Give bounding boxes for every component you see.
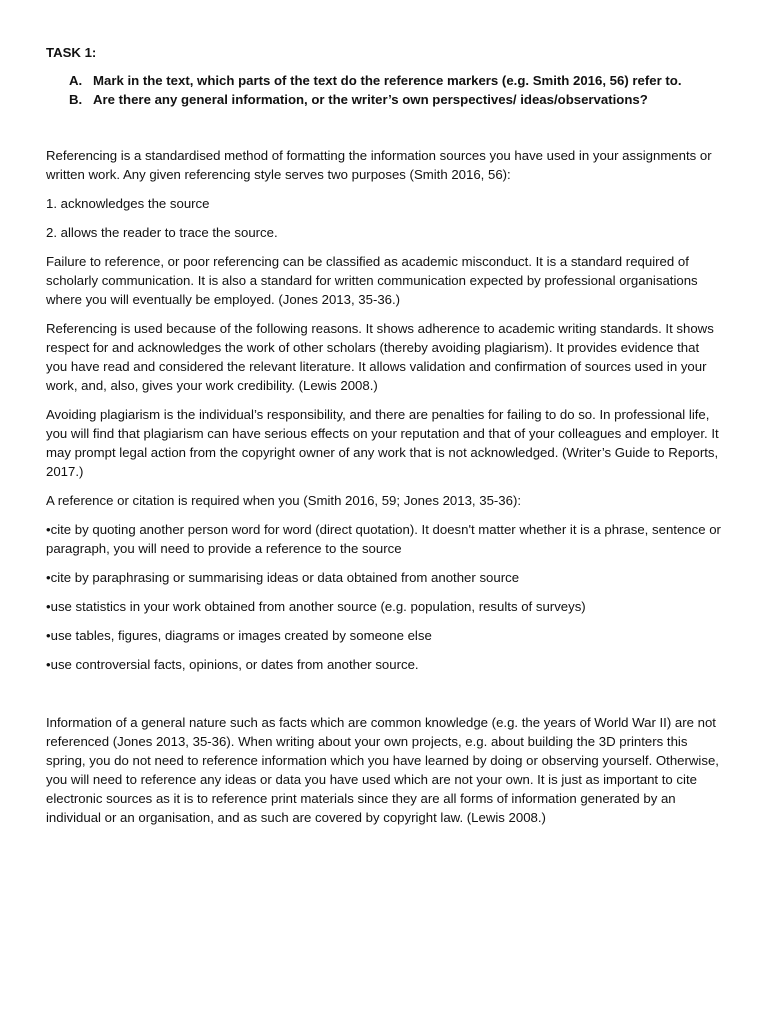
- bullet-item: •use tables, figures, diagrams or images created by someone else: [46, 628, 432, 643]
- purpose-item-1: 1. acknowledges the source: [46, 196, 210, 211]
- task-item-b: [46, 90, 722, 109]
- bullet-item: •cite by quoting another person word for word (direct quotation). It doesn't matter whether it is a phrase, sentence or paragraph, you will need to provide a reference to the source: [46, 522, 721, 556]
- citation-required-paragraph: A reference or citation is required when you (Smith 2016, 59; Jones 2013, 35-36):: [46, 493, 522, 508]
- bullet-item: •use controversial facts, opinions, or dates from another source.: [46, 657, 419, 672]
- task-item-a: [46, 71, 722, 90]
- intro-paragraph: Referencing is a standardised method of formatting the information sources you have used in your assignments or written work. Any given referencing style serves two purposes (Smith 2016, 56):: [46, 148, 712, 182]
- task-list: [46, 71, 722, 109]
- task-item-text: Are there any general information, or the writer’s own perspectives/ ideas/observations?: [93, 92, 648, 107]
- bullet-item: •cite by paraphrasing or summarising ideas or data obtained from another source: [46, 570, 520, 585]
- plagiarism-paragraph: Avoiding plagiarism is the individual’s responsibility, and there are penalties for failing to do so. In professional life, you will find that plagiarism can have serious effects on your reputation and that of your colleagues and employer. It may prompt legal action from the copyright owner of any work that is not acknowledged. (Writer’s Guide to Reports, 2017.): [46, 407, 719, 479]
- task-item-marker: A.: [69, 73, 83, 88]
- task-title: TASK 1:: [46, 45, 97, 60]
- spacer: [46, 684, 722, 713]
- reasons-paragraph: Referencing is used because of the following reasons. It shows adherence to academic writing standards. It shows respect for and acknowledges the work of other scholars (thereby avoiding plagiarism). It provides evidence that you have read and considered the relevant literature. It allows validation and confirmation of sources used in your work, and, also, gives your work credibility. (Lewis 2008.): [46, 321, 714, 393]
- purpose-item-2: 2. allows the reader to trace the source.: [46, 225, 278, 240]
- failure-paragraph: Failure to reference, or poor referencing can be classified as academic misconduct. It is a standard required of scholarly communication. It is also a standard for written communication expected by professional organisations where you will eventually be employed. (Jones 2013, 35-36.): [46, 254, 698, 307]
- bullet-item: •use statistics in your work obtained from another source (e.g. population, results of surveys): [46, 599, 586, 614]
- general-info-paragraph: Information of a general nature such as facts which are common knowledge (e.g. the years of World War II) are not referenced (Jones 2013, 35-36). When writing about your own projects, e.g. about building the 3D printers this spring, you do not need to reference information which you have learned by doing or observing yourself. Otherwise, you will need to reference any ideas or data you have used which are not your own. It is just as important to cite electronic sources as it is to reference print materials since they are all forms of information generated by an individual or an organisation, and as such are covered by copyright law. (Lewis 2008.): [46, 715, 719, 825]
- task-item-marker: B.: [69, 92, 83, 107]
- task-item-text: Mark in the text, which parts of the text do the reference markers (e.g. Smith 2016, 56) refer to.: [93, 73, 682, 88]
